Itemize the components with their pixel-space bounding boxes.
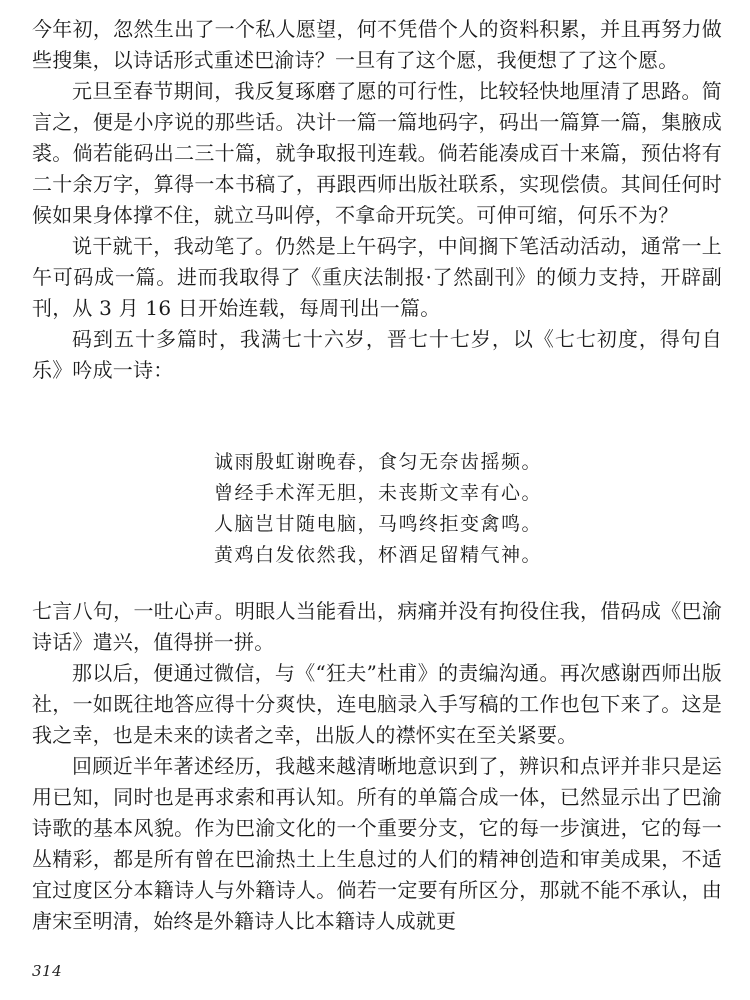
- poem-line: 诚雨殷虹谢晚春，食匀无奈齿摇频。: [214, 451, 543, 473]
- paragraph: 今年初，忽然生出了一个私人愿望，何不凭借个人的资料积累，并且再努力做些搜集，以诗话形式重述巴渝诗？一旦有了这个愿，我便想了了这个愿。: [32, 17, 722, 72]
- paragraph: 说干就干，我动笔了。仍然是上午码字，中间搁下笔活动活动，通常一上午可码成一篇。进而我取得了《重庆法制报·了然副刊》的倾力支持，开辟副刊，从 3 月 16 日开始连载，每周刊出一篇。: [32, 234, 722, 320]
- paragraph: 元旦至春节期间，我反复琢磨了愿的可行性，比较轻快地厘清了思路。简言之，便是小序说的那些话。决计一篇一篇地码字，码出一篇算一篇，集腋成裘。倘若能码出二三十篇，就争取报刊连载。倘若能凑成百十来篇，预估将有二十余万字，算得一本书稿了，再跟西师出版社联系，实现偿债。其间任何时候如果身体撑不住，就立马叫停，不拿命开玩笑。可伸可缩，何乐不为？: [32, 79, 722, 227]
- poem-line: 人脑岂甘随电脑，马鸣终拒变禽鸣。: [214, 513, 543, 535]
- body-text-bottom: [32, 596, 722, 937]
- paragraph: 回顾近半年著述经历，我越来越清晰地意识到了，辨识和点评并非只是运用已知，同时也是再求索和再认知。所有的单篇合成一体，已然显示出了巴渝诗歌的基本风貌。作为巴渝文化的一个重要分支，它的每一步演进，它的每一丛精彩，都是所有曾在巴渝热土上生息过的人们的精神创造和审美成果，不适宜过度区分本籍诗人与外籍诗人。倘若一定要有所区分，那就不能不承认，由唐宋至明清，始终是外籍诗人比本籍诗人成就更: [32, 754, 722, 933]
- body-text-top: [32, 14, 722, 386]
- paragraph: 七言八句，一吐心声。明眼人当能看出，病痛并没有拘役住我，借码成《巴渝诗话》遣兴，值得拼一拼。: [32, 599, 722, 654]
- poem-block: [214, 447, 542, 571]
- paragraph: 那以后，便通过微信，与《“狂夫”杜甫》的责编沟通。再次感谢西师出版社，一如既往地答应得十分爽快，连电脑录入手写稿的工作也包下来了。这是我之幸，也是未来的读者之幸，出版人的襟怀实在至关紧要。: [32, 661, 722, 747]
- poem-line: 黄鸡白发依然我，杯酒足留精气神。: [214, 544, 543, 566]
- paragraph: 码到五十多篇时，我满七十六岁，晋七十七岁，以《七七初度，得句自乐》吟成一诗：: [32, 327, 722, 382]
- poem-line: 曾经手术浑无胆，未丧斯文幸有心。: [214, 482, 543, 504]
- page-number: 314: [32, 962, 63, 980]
